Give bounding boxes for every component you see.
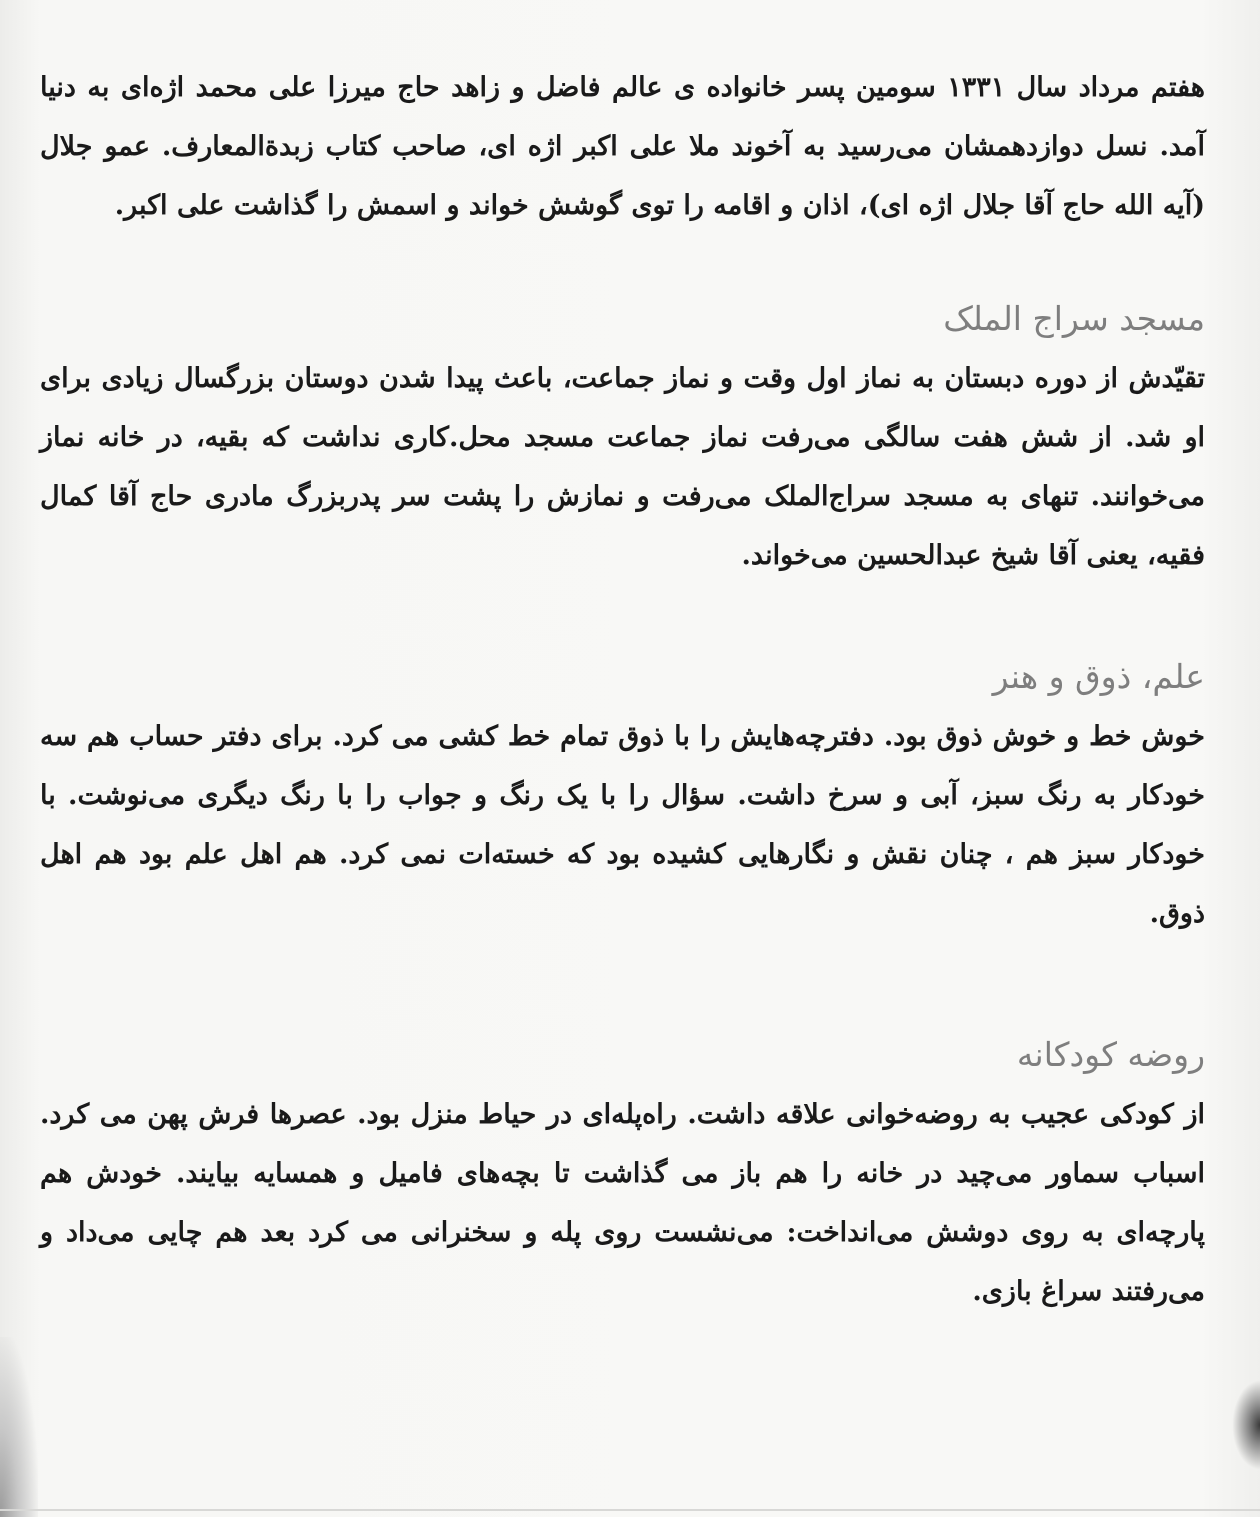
page-content bbox=[40, 58, 1205, 1321]
page-bottom-edge bbox=[0, 1509, 1260, 1511]
section-childhood-rowzeh bbox=[40, 1033, 1205, 1321]
section-paragraph: خوش خط و خوش ذوق بود. دفترچه‌هایش را با ذوق تمام خط کشی می کرد. برای دفتر حساب هم سه خودکار به رنگ سبز، آبی و سرخ داشت. سؤال را با یک رنگ و جواب را با رنگ دیگری می‌نوشت. با خودکار سبز هم ، چنان نقش و نگارهایی کشیده بود که خسته‌ات نمی کرد. هم اهل علم بود هم اهل ذوق. bbox=[40, 721, 1205, 929]
scan-shadow-right bbox=[1232, 1380, 1260, 1470]
section-heading: مسجد سراج الملک bbox=[943, 299, 1205, 338]
intro-paragraph: هفتم مرداد سال ۱۳۳۱ سومین پسر خانواده ی عالم فاضل و زاهد حاج میرزا علی محمد اژه‌ای به دنیا آمد. نسل دوازدهمشان می‌رسید به آخوند ملا علی اکبر اژه ای، صاحب کتاب زبدة‌المعارف. عمو جلال (آیه الله حاج آقا جلال اژه ای)، اذان و اقامه را توی گوشش خواند و اسمش را گذاشت علی اکبر. bbox=[40, 72, 1205, 221]
section-heading: علم، ذوق و هنر bbox=[992, 657, 1205, 696]
section-mosque bbox=[40, 297, 1205, 585]
section-paragraph: تقیّدش از دوره دبستان به نماز اول وقت و نماز جماعت، باعث پیدا شدن دوستان بزرگسال زیادی برای او شد. از شش هفت سالگی می‌رفت نماز جماعت مسجد محل.کاری نداشت که بقیه، در خانه نماز می‌خوانند. تنهای به مسجد سراج‌الملک می‌رفت و نمازش را پشت سر پدربزرگ مادری حاج آقا کمال فقیه، یعنی آقا شیخ عبدالحسین می‌خواند. bbox=[40, 363, 1205, 571]
scan-shadow-left bbox=[0, 1337, 38, 1517]
section-knowledge-art bbox=[40, 655, 1205, 943]
section-heading: روضه کودکانه bbox=[1016, 1035, 1205, 1074]
section-paragraph: از کودکی عجیب به روضه‌خوانی علاقه داشت. راه‌پله‌ای در حیاط منزل بود. عصرها فرش پهن می کرد. اسباب سماور می‌چید در خانه را هم باز می گذاشت تا بچه‌های فامیل و همسایه بیایند. خودش هم پارچه‌ای به روی دوشش می‌انداخت: می‌نشست روی پله و سخنرانی می کرد بعد هم چایی می‌داد و می‌رفتند سراغ بازی. bbox=[40, 1099, 1205, 1307]
